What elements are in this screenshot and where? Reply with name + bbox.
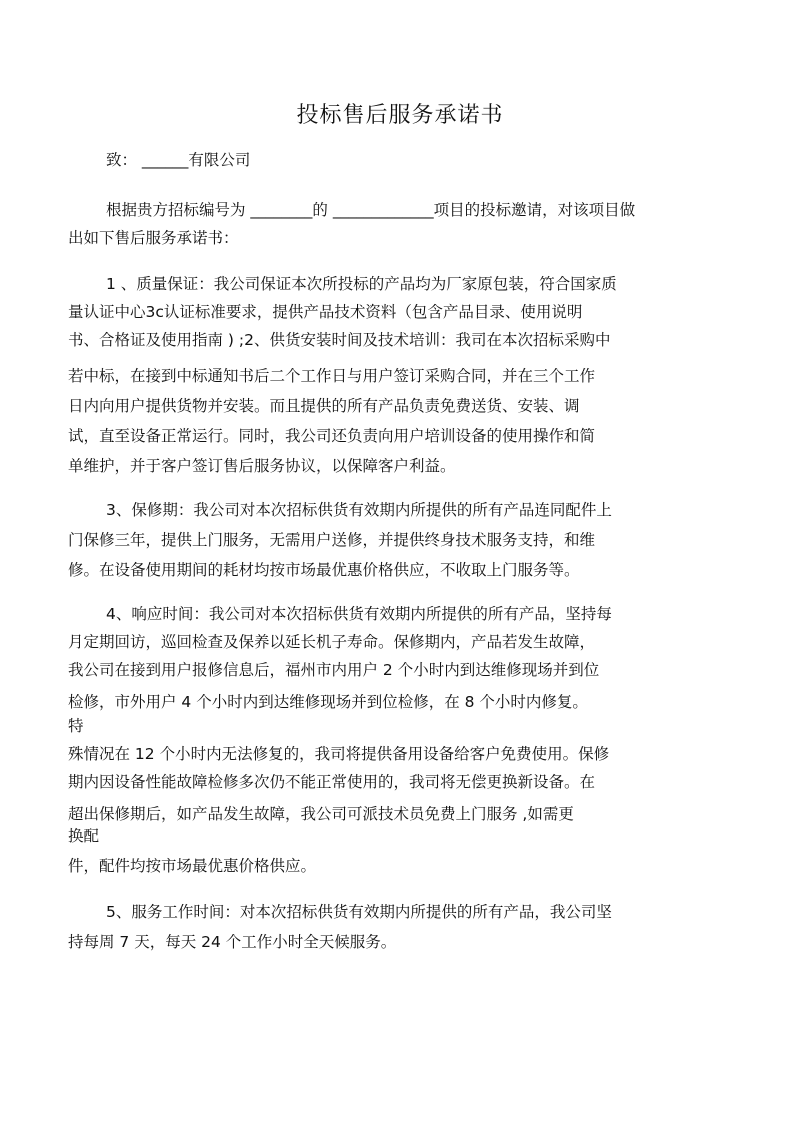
p4-line-5: 特 [68, 717, 84, 735]
p5-line-2: 持每周 7 天，每天 24 个工作小时全天候服务。 [68, 933, 397, 951]
p1-line-1: 1 、质量保证：我公司保证本次所投标的产品均为厂家原包装，符合国家质 [106, 275, 617, 293]
p3-line-3: 修。在设备使用期间的耗材均按市场最优惠价格供应，不收取上门服务等。 [68, 561, 580, 579]
p4-line-9: 换配 [68, 827, 100, 845]
p4-line-4: 检修，市外用户 4 个小时内到达维修现场并到位检修，在 8 个小时内修复。 [68, 693, 588, 711]
p1-line-3: 书、合格证及使用指南 ) ;2、供货安装时间及技术培训：我司在本次招标采购中 [68, 331, 611, 349]
p4-line-8: 超出保修期后，如产品发生故障，我公司可派技术员免费上门服务 ,如需更 [68, 805, 574, 823]
p5-line-1: 5、服务工作时间：对本次招标供货有效期内所提供的所有产品，我公司坚 [106, 903, 612, 921]
intro-line-2: 出如下售后服务承诺书： [68, 229, 239, 247]
p4-line-10: 件，配件均按市场最优惠价格供应。 [68, 857, 317, 875]
p4-line-6: 殊情况在 12 个小时内无法修复的，我司将提供备用设备给客户免费使用。保修 [68, 745, 610, 763]
p1-line-5: 日内向用户提供货物并安装。而且提供的所有产品负责免费送货、安装、调 [68, 397, 580, 415]
p4-line-3: 我公司在接到用户报修信息后，福州市内用户 2 个小时内到达维修现场并到位 [68, 661, 600, 679]
p1-line-2: 量认证中心3c认证标准要求，提供产品技术资料（包含产品目录、使用说明 [68, 303, 583, 321]
document-title: 投标售后服务承诺书 [296, 103, 504, 128]
p4-line-7: 期内因设备性能故障检修多次仍不能正常使用的，我司将无偿更换新设备。在 [68, 773, 596, 791]
intro-line-1: 根据贵方招标编号为 ________的 _____________项目的投标邀请，对该项目做 [106, 201, 636, 219]
p1-line-7: 单维护，并于客户签订售后服务协议，以保障客户利益。 [68, 457, 456, 475]
p3-line-2: 门保修三年，提供上门服务，无需用户送修，并提供终身技术服务支持，和维 [68, 531, 596, 549]
p3-line-1: 3、保修期：我公司对本次招标供货有效期内所提供的所有产品连同配件上 [106, 501, 612, 519]
p1-line-4: 若中标，在接到中标通知书后二个工作日与用户签订采购合同，并在三个工作 [68, 367, 596, 385]
p4-line-1: 4、响应时间：我公司对本次招标供货有效期内所提供的所有产品，坚持每 [106, 605, 612, 623]
p4-line-2: 月定期回访，巡回检查及保养以延长机子寿命。保修期内，产品若发生故障， [68, 633, 596, 651]
p1-line-6: 试，直至设备正常运行。同时，我公司还负责向用户培训设备的使用操作和简 [68, 427, 596, 445]
addressee-line: 致： ______有限公司 [106, 151, 251, 169]
